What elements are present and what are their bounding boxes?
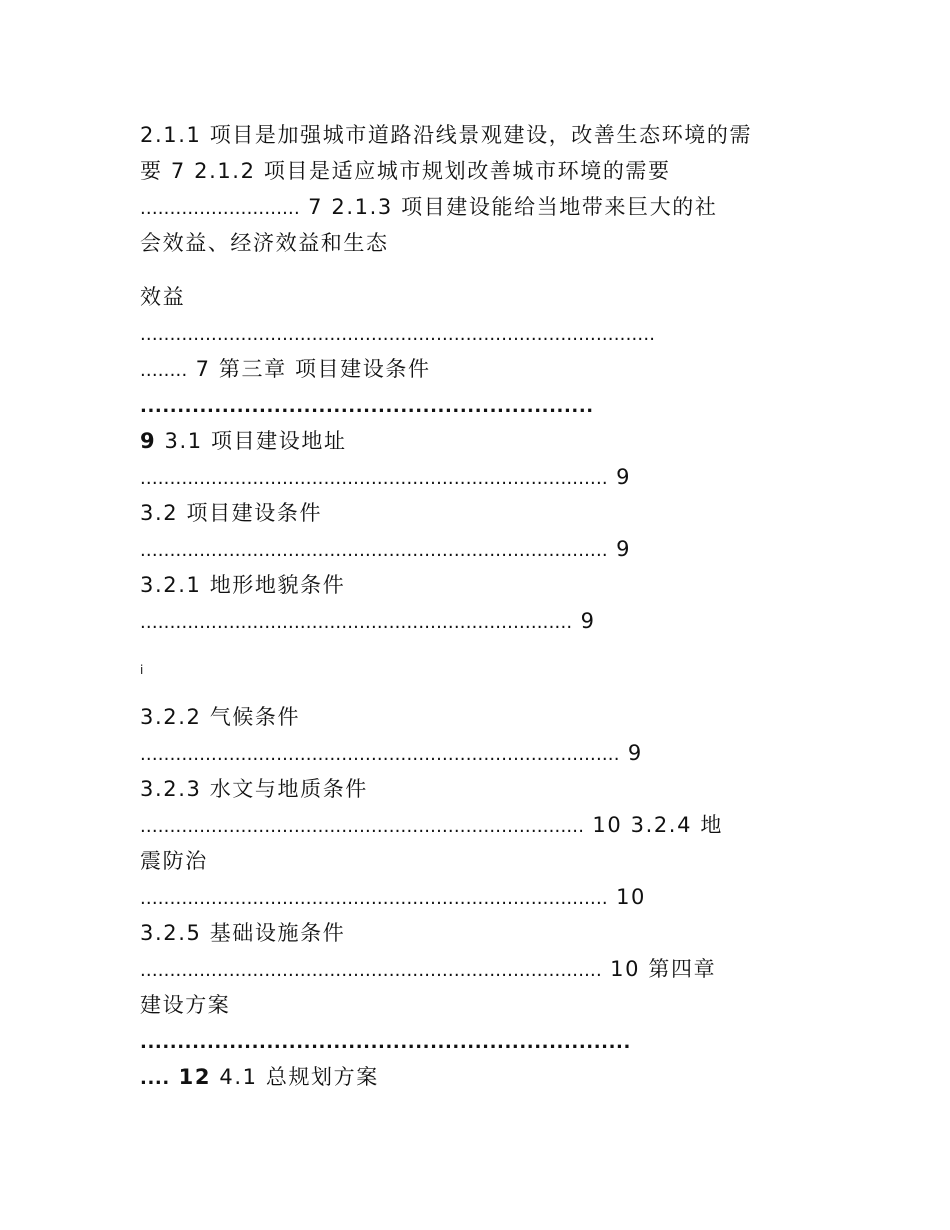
toc-line: [140, 775, 368, 803]
toc-text: 3.2.2 气候条件: [140, 705, 301, 729]
leader-dots: .............................................................: [140, 396, 594, 417]
toc-text: 4.1 总规划方案: [211, 1065, 379, 1089]
toc-line: [140, 847, 208, 875]
toc-line: [140, 229, 389, 257]
toc-line: [140, 955, 716, 985]
toc-line: [140, 919, 345, 947]
toc-text: 3.2.3 水文与地质条件: [140, 777, 368, 801]
toc-text: 震防治: [140, 849, 208, 873]
leader-dots: ...............................................................................: [140, 888, 608, 909]
toc-line: [140, 427, 347, 455]
toc-line: [140, 883, 646, 913]
leader-dots: .........................................................................: [140, 612, 573, 633]
toc-line: [140, 571, 345, 599]
toc-text: 3.2.1 地形地貌条件: [140, 573, 346, 597]
toc-text: 7 2.1.3 项目建设能给当地带来巨大的社: [299, 195, 718, 219]
leader-dots: ..................................................................: [140, 1032, 631, 1053]
leader-dots: ....: [140, 1068, 170, 1089]
toc-line: [140, 811, 723, 841]
leader-dots: ........: [140, 360, 188, 381]
toc-text: 会效益、经济效益和生态: [140, 231, 389, 255]
toc-line: [140, 355, 431, 385]
leader-dots: ..............................................................................: [140, 960, 602, 981]
toc-line: [140, 1063, 379, 1093]
toc-text: 7 第三章 项目建设条件: [187, 357, 431, 381]
toc-text: 2.1.1 项目是加强城市道路沿线景观建设，改善生态环境的需: [140, 123, 753, 147]
toc-text: 3.1 项目建设地址: [156, 429, 347, 453]
toc-line: [140, 283, 185, 311]
leader-dots: .................................................................................: [140, 744, 620, 765]
toc-line: [140, 319, 655, 349]
page-ref: 12: [169, 1065, 212, 1089]
leader-dots: .......................................................................................: [140, 324, 656, 345]
leader-dots: ...............................................................................: [140, 468, 608, 489]
toc-line: [140, 463, 631, 493]
page-ref: 10: [607, 885, 647, 909]
page-ref: 9: [140, 429, 157, 453]
page-ref: 9: [619, 741, 643, 765]
toc-text: 3.2.5 基础设施条件: [140, 921, 346, 945]
toc-line: [140, 703, 300, 731]
toc-line: [140, 499, 322, 527]
toc-line: [140, 391, 594, 421]
toc-line: [140, 607, 596, 637]
toc-line: [140, 193, 718, 223]
toc-text: 3.2 项目建设条件: [140, 501, 323, 525]
leader-dots: ...............................................................................: [140, 540, 608, 561]
toc-text: 效益: [140, 285, 186, 309]
toc-line: [140, 157, 671, 185]
toc-line: [140, 991, 230, 1019]
toc-text: 10 第四章: [601, 957, 717, 981]
page-ref: 9: [607, 465, 632, 489]
toc-line: [140, 121, 752, 149]
toc-text: 10 3.2.4 地: [584, 813, 723, 837]
leader-dots: ...........................................................................: [140, 816, 585, 837]
toc-line: [140, 1027, 631, 1057]
page-number: [140, 656, 143, 684]
toc-text: 建设方案: [140, 993, 231, 1017]
page-ref: 9: [572, 609, 596, 633]
leader-dots: ...........................: [140, 198, 300, 219]
page-number-text: i: [140, 663, 144, 677]
toc-text: 要 7 2.1.2 项目是适应城市规划改善城市环境的需要: [140, 159, 671, 183]
toc-line: [140, 739, 643, 769]
toc-line: [140, 535, 631, 565]
page-ref: 9: [607, 537, 632, 561]
